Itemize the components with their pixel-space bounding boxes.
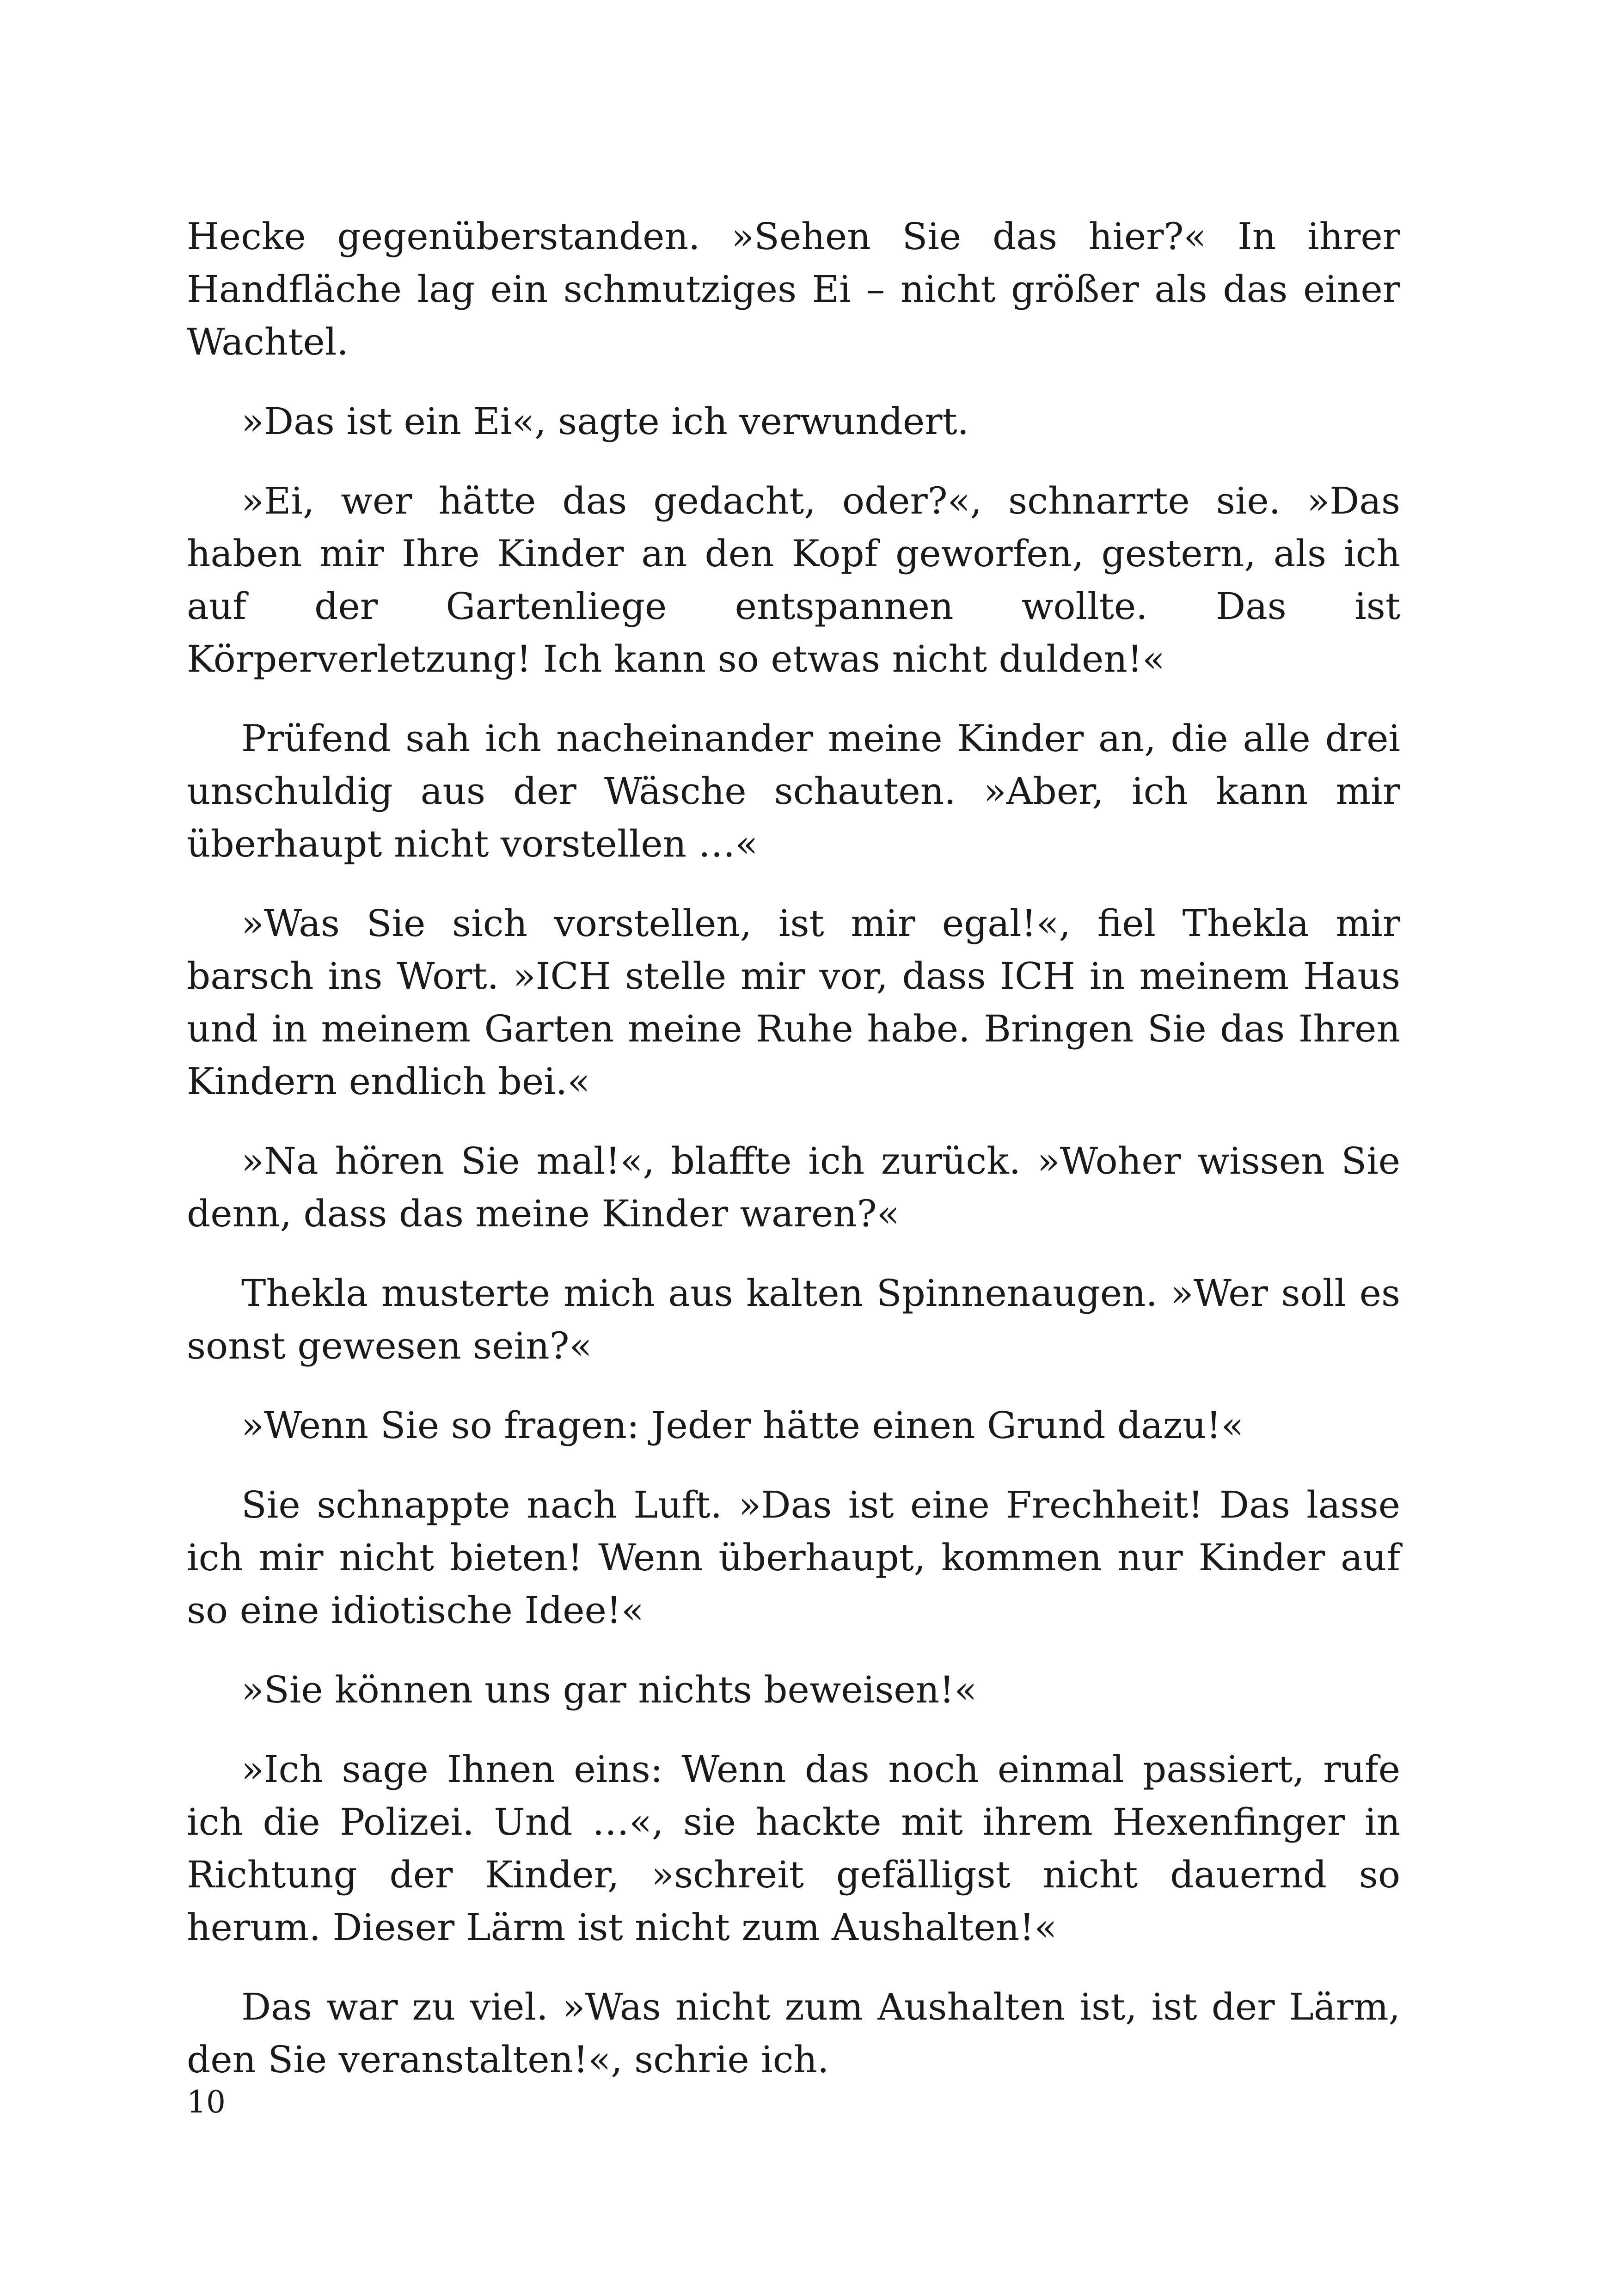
- paragraph-10: »Sie können uns gar nichts beweisen!«: [241, 1668, 977, 1711]
- paragraph-4: Prüfend sah ich nacheinander meine Kinder an, die alle drei unschuldig aus der Wäsche schauten. »Aber, ich kann mir überhaupt nicht vorstellen …«: [187, 717, 1400, 865]
- paragraph-12: Das war zu viel. »Was nicht zum Aushalten ist, ist der Lärm, den Sie veranstalten!«, schrie ich.: [187, 1985, 1400, 2081]
- paragraph-11: »Ich sage Ihnen eins: Wenn das noch einmal passiert, rufe ich die Polizei. Und …«, sie hackte mit ihrem Hexenfinger in Richtung der Kinder, »schreit gefälligst nicht dauernd so herum. Dieser Lärm ist nicht zum Aushalten!«: [187, 1748, 1400, 1949]
- paragraph-8: »Wenn Sie so fragen: Jeder hätte einen Grund dazu!«: [241, 1404, 1244, 1447]
- paragraph-6: »Na hören Sie mal!«, blaffte ich zurück. »Woher wissen Sie denn, dass das meine Kinder waren?«: [187, 1139, 1400, 1235]
- page-number: 10: [187, 2084, 226, 2120]
- paragraph-1: Hecke gegenüberstanden. »Sehen Sie das hier?« In ihrer Handfläche lag ein schmutziges Ei – nicht größer als das einer Wachtel.: [187, 215, 1400, 363]
- paragraph-9: Sie schnappte nach Luft. »Das ist eine Frechheit! Das lasse ich mir nicht bieten! Wenn überhaupt, kommen nur Kinder auf so eine idiotische Idee!«: [187, 1483, 1400, 1632]
- paragraph-2: »Das ist ein Ei«, sagte ich verwundert.: [241, 400, 969, 443]
- paragraph-7: Thekla musterte mich aus kalten Spinnenaugen. »Wer soll es sonst gewesen sein?«: [187, 1272, 1400, 1367]
- page-body: [187, 210, 1400, 2113]
- paragraph-3: »Ei, wer hätte das gedacht, oder?«, schnarrte sie. »Das haben mir Ihre Kinder an den Kopf geworfen, gestern, als ich auf der Gartenliege entspannen wollte. Das ist Körperverletzung! Ich kann so etwas nicht dulden!«: [187, 479, 1400, 680]
- paragraph-5: »Was Sie sich vorstellen, ist mir egal!«, fiel Thekla mir barsch ins Wort. »ICH stelle mir vor, dass ICH in meinem Haus und in meinem Garten meine Ruhe habe. Bringen Sie das Ihren Kindern endlich bei.«: [187, 902, 1400, 1103]
